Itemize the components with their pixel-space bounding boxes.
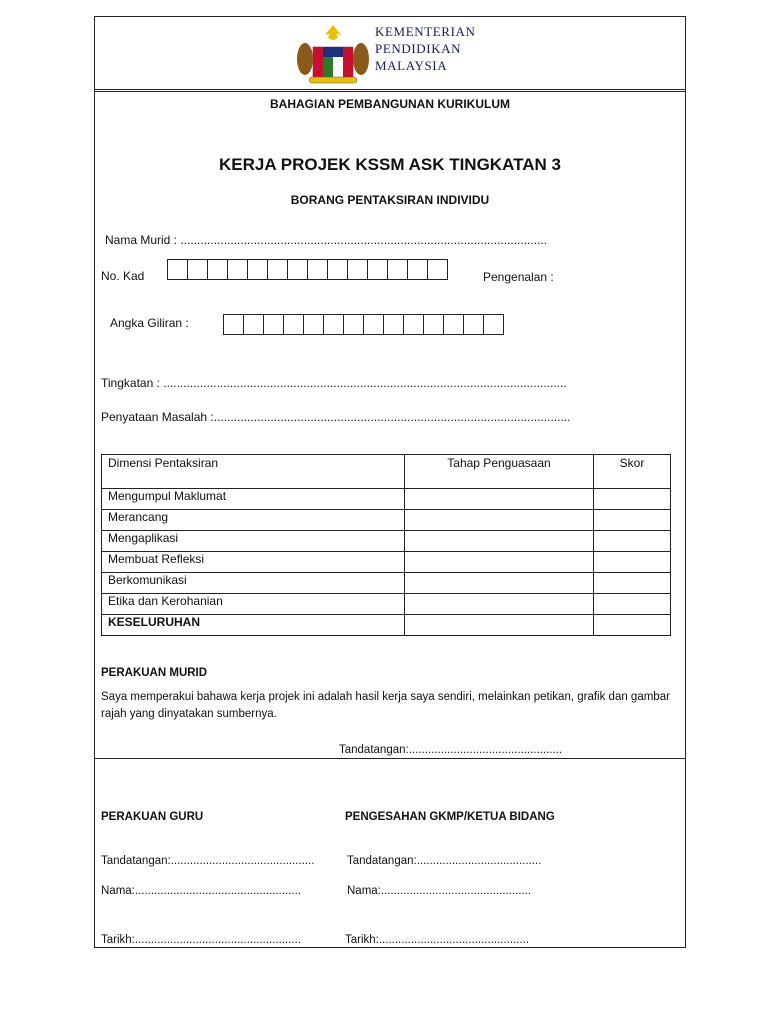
header-skor: Skor xyxy=(594,455,671,489)
tahap-cell[interactable] xyxy=(405,531,594,552)
table-row xyxy=(102,594,671,615)
nama-murid-field[interactable]: Nama Murid : .............................................................................................................. xyxy=(105,233,548,247)
perakuan-murid-text: Saya memperakui bahawa kerja projek ini adalah hasil kerja saya sendiri, melainkan petikan, grafik dan gambar rajah yang dinyatakan sumbernya. xyxy=(101,691,670,720)
skor-cell[interactable] xyxy=(594,573,671,594)
murid-signature-field[interactable]: Tandatangan:................................................ xyxy=(339,744,563,756)
skor-cell[interactable] xyxy=(594,594,671,615)
form-title: KERJA PROJEK KSSM ASK TINGKATAN 3 xyxy=(219,155,561,174)
table-header-row xyxy=(102,455,671,489)
pengesahan-tandatangan-field[interactable]: Tandatangan:....................................... xyxy=(347,855,542,867)
table-row xyxy=(102,573,671,594)
digit-box[interactable] xyxy=(303,314,324,335)
digit-box[interactable] xyxy=(363,314,384,335)
pengesahan-tarikh-field[interactable]: Tarikh:............................................... xyxy=(345,934,530,946)
tahap-cell[interactable] xyxy=(405,615,594,636)
tahap-cell[interactable] xyxy=(405,489,594,510)
ministry-line-3: MALAYSIA xyxy=(375,58,448,73)
digit-box[interactable] xyxy=(223,314,244,335)
row-label: Membuat Refleksi xyxy=(102,552,405,573)
digit-box[interactable] xyxy=(443,314,464,335)
digit-box[interactable] xyxy=(407,259,428,280)
row-label: Etika dan Kerohanian xyxy=(102,594,405,615)
header-tahap: Tahap Penguasaan xyxy=(405,455,594,489)
digit-box[interactable] xyxy=(307,259,328,280)
pengesahan-nama-field[interactable]: Nama:............................................... xyxy=(347,885,532,897)
section-divider xyxy=(95,758,685,759)
row-label: KESELURUHAN xyxy=(102,615,405,636)
digit-box[interactable] xyxy=(343,314,364,335)
digit-box[interactable] xyxy=(207,259,228,280)
digit-box[interactable] xyxy=(187,259,208,280)
digit-box[interactable] xyxy=(387,259,408,280)
angka-giliran-boxes[interactable] xyxy=(223,314,504,335)
row-label: Mengaplikasi xyxy=(102,531,405,552)
digit-box[interactable] xyxy=(463,314,484,335)
digit-box[interactable] xyxy=(243,314,264,335)
digit-box[interactable] xyxy=(423,314,444,335)
perakuan-guru-heading: PERAKUAN GURU xyxy=(101,811,204,823)
digit-box[interactable] xyxy=(367,259,388,280)
form-frame xyxy=(94,16,686,948)
header-divider xyxy=(95,89,685,92)
tahap-cell[interactable] xyxy=(405,510,594,531)
digit-box[interactable] xyxy=(167,259,188,280)
guru-nama-field[interactable]: Nama:.................................................... xyxy=(101,885,302,897)
pengenalan-label: Pengenalan : xyxy=(483,270,554,284)
ministry-line-2: PENDIDIKAN xyxy=(375,41,462,56)
digit-box[interactable] xyxy=(287,259,308,280)
tahap-cell[interactable] xyxy=(405,573,594,594)
table-row xyxy=(102,531,671,552)
skor-cell[interactable] xyxy=(594,615,671,636)
skor-cell[interactable] xyxy=(594,552,671,573)
digit-box[interactable] xyxy=(283,314,304,335)
perakuan-murid-heading: PERAKUAN MURID xyxy=(101,667,208,679)
ic-number-boxes[interactable] xyxy=(167,259,448,280)
digit-box[interactable] xyxy=(403,314,424,335)
skor-cell[interactable] xyxy=(594,489,671,510)
digit-box[interactable] xyxy=(323,314,344,335)
table-row xyxy=(102,615,671,636)
digit-box[interactable] xyxy=(427,259,448,280)
skor-cell[interactable] xyxy=(594,531,671,552)
tahap-cell[interactable] xyxy=(405,552,594,573)
digit-box[interactable] xyxy=(383,314,404,335)
digit-box[interactable] xyxy=(327,259,348,280)
row-label: Merancang xyxy=(102,510,405,531)
table-row xyxy=(102,489,671,510)
guru-tandatangan-field[interactable]: Tandatangan:............................................. xyxy=(101,855,315,867)
guru-tarikh-field[interactable]: Tarikh:.................................................... xyxy=(101,934,302,946)
header-dimensi: Dimensi Pentaksiran xyxy=(102,455,405,489)
pengesahan-heading: PENGESAHAN GKMP/KETUA BIDANG xyxy=(345,811,555,823)
digit-box[interactable] xyxy=(247,259,268,280)
ministry-line-1: KEMENTERIAN xyxy=(375,24,476,39)
assessment-table xyxy=(101,454,671,636)
table-row xyxy=(102,552,671,573)
skor-cell[interactable] xyxy=(594,510,671,531)
department-name: BAHAGIAN PEMBANGUNAN KURIKULUM xyxy=(270,97,510,111)
digit-box[interactable] xyxy=(263,314,284,335)
digit-box[interactable] xyxy=(227,259,248,280)
ministry-name xyxy=(375,23,475,74)
penyataan-masalah-field[interactable]: Penyataan Masalah :........................................................................................................... xyxy=(101,410,571,424)
no-kad-label: No. Kad xyxy=(101,269,145,283)
digit-box[interactable] xyxy=(347,259,368,280)
tahap-cell[interactable] xyxy=(405,594,594,615)
digit-box[interactable] xyxy=(267,259,288,280)
table-row xyxy=(102,510,671,531)
angka-giliran-label: Angka Giliran : xyxy=(110,316,189,330)
form-subtitle: BORANG PENTAKSIRAN INDIVIDU xyxy=(290,193,490,207)
row-label: Berkomunikasi xyxy=(102,573,405,594)
row-label: Mengumpul Maklumat xyxy=(102,489,405,510)
digit-box[interactable] xyxy=(483,314,504,335)
tingkatan-field[interactable]: Tingkatan : ......................................................................................................................... xyxy=(101,376,567,390)
